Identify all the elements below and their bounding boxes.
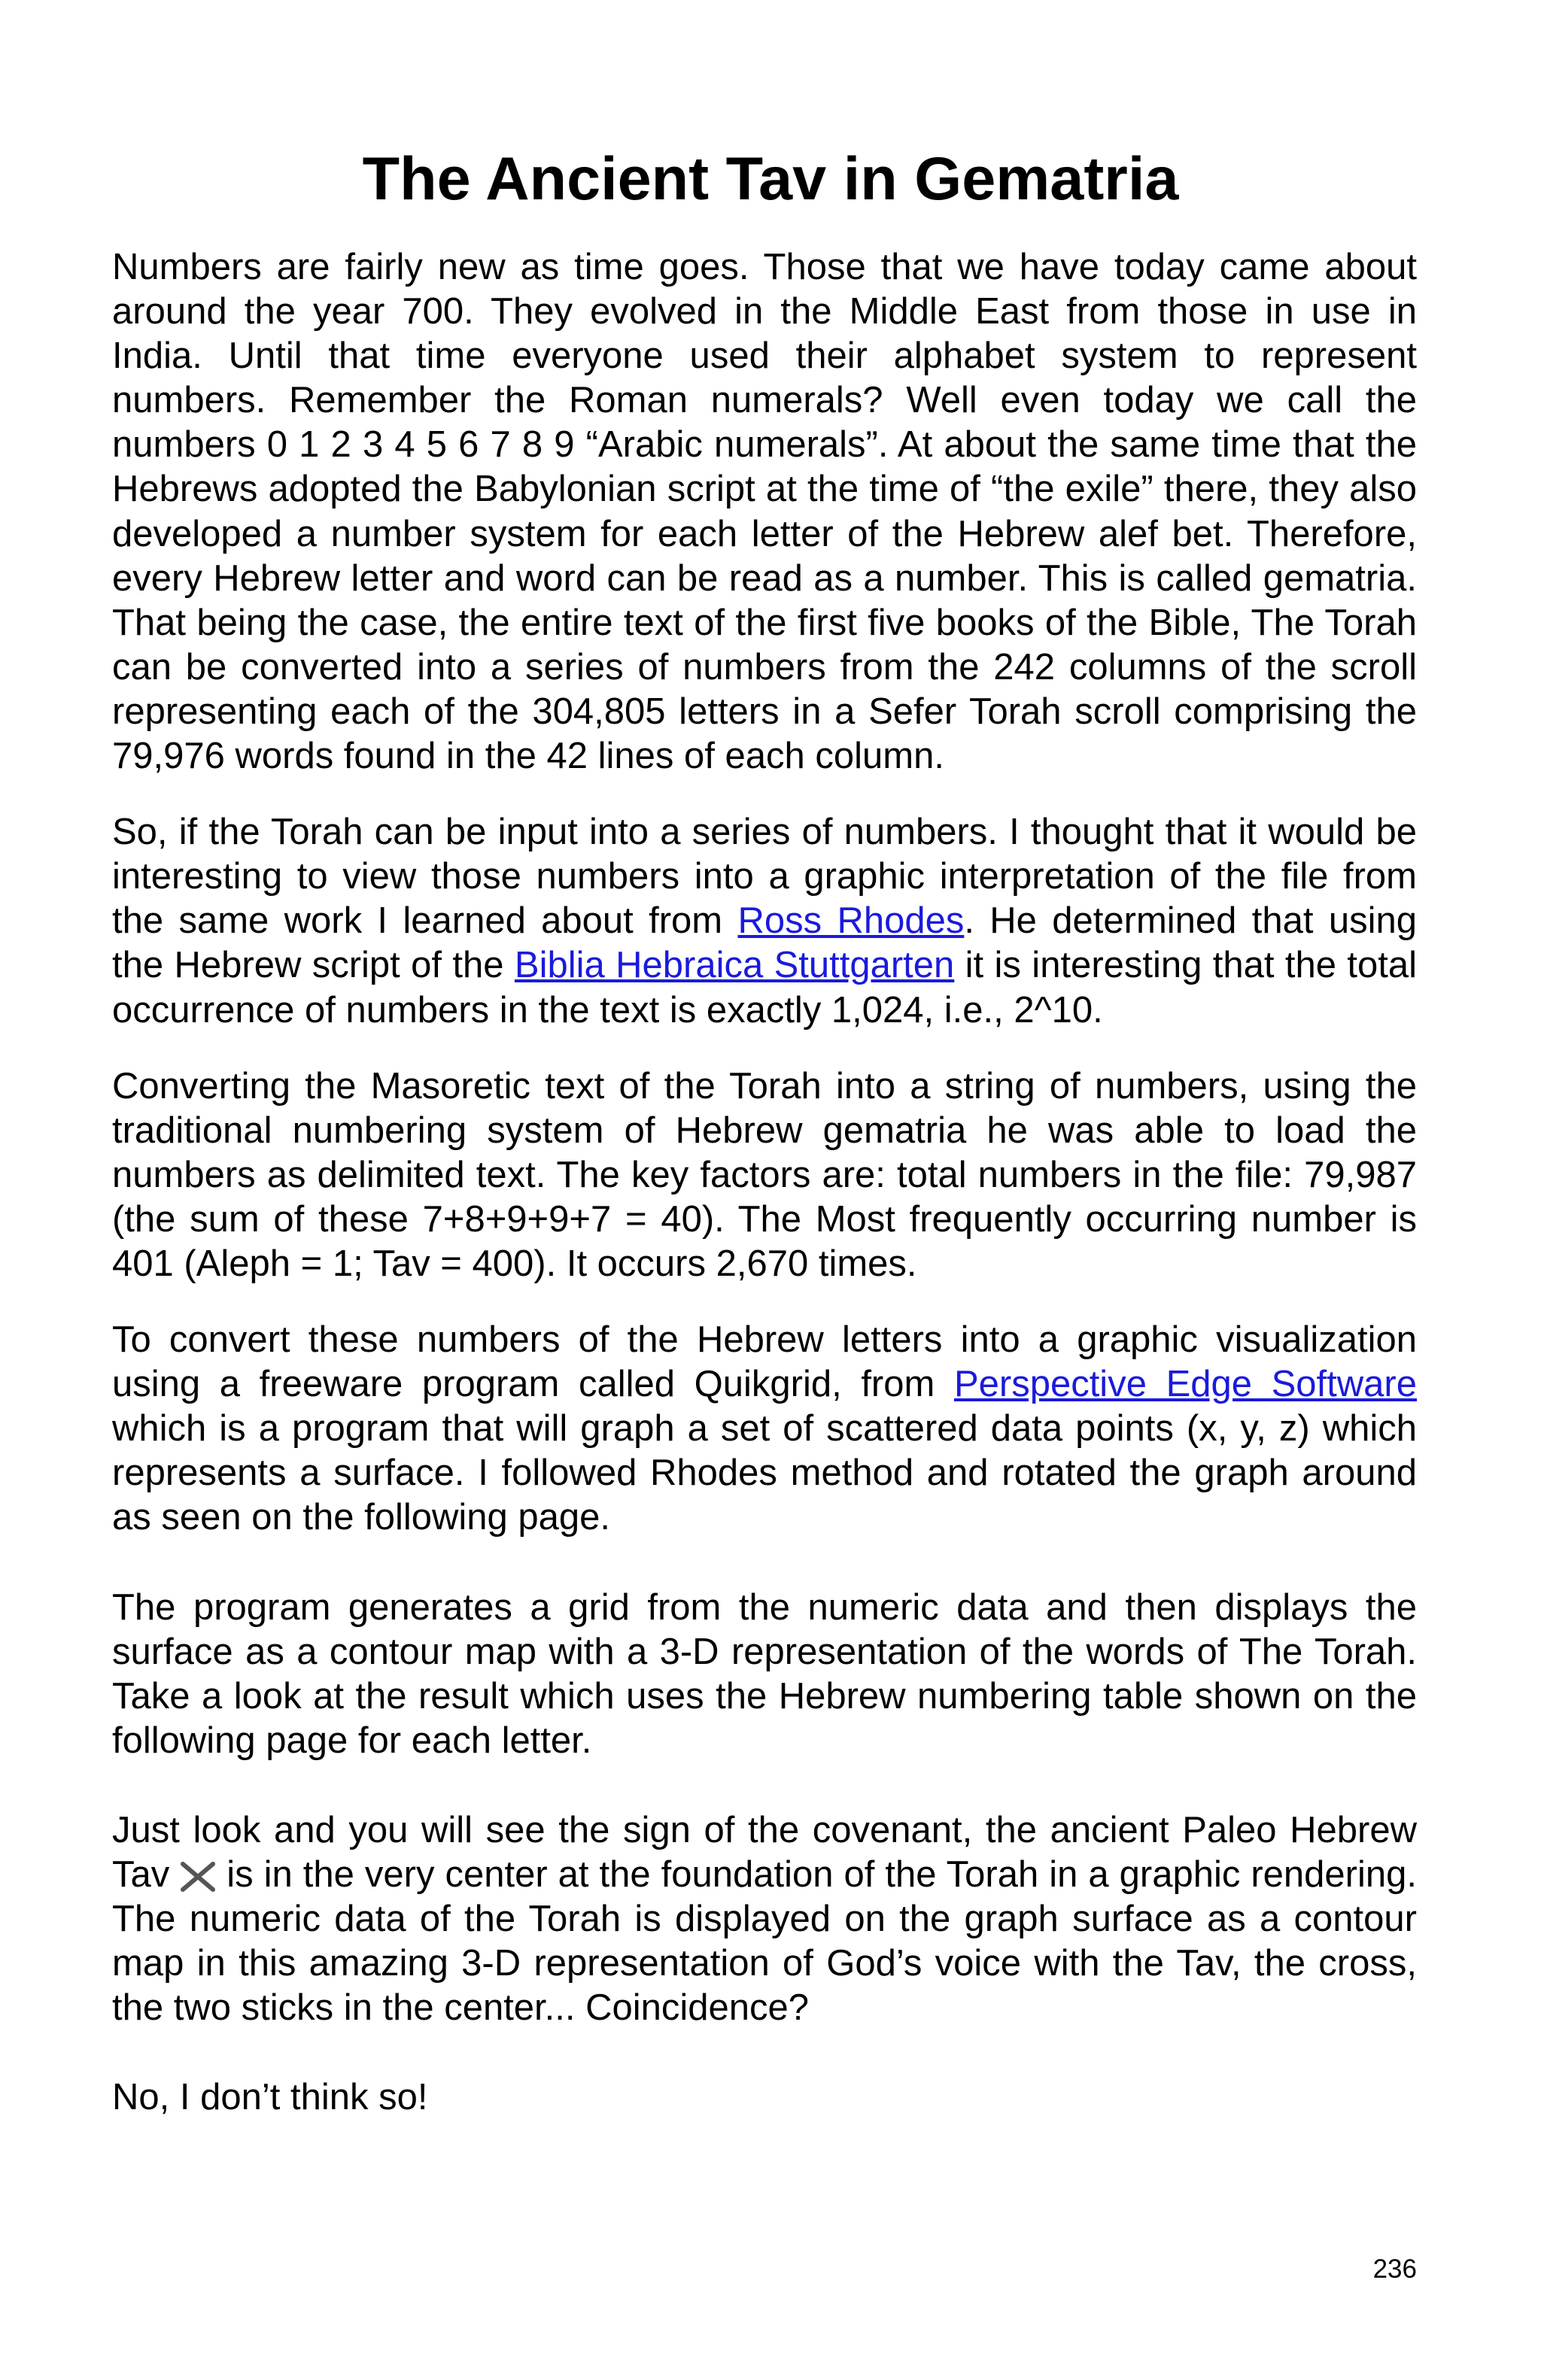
paragraph-text: which is a program that will graph a set of scattered data points (x, y, z) which represents a surface. I followed Rhodes method and rotated the graph around as seen on the following page. <box>112 1408 1417 1538</box>
paragraph-conclusion: No, I don’t think so! <box>112 2077 428 2118</box>
paragraph-text: To convert these numbers of the Hebrew letters into a graphic visualization using a freeware program called Quikgrid, from <box>112 1319 1417 1405</box>
paragraph-text: Just look and you will see the sign of the covenant, the ancient Paleo Hebrew Tav <box>112 1809 1417 1895</box>
paragraph-text: it is interesting that the total occurrence of numbers in the text is exactly 1,024, i.e., 2^10. <box>112 945 1417 1031</box>
paragraph-torah-numbers <box>112 810 1417 1032</box>
page-title: The Ancient Tav in Gematria <box>362 145 1179 213</box>
ross-rhodes-link[interactable]: Ross Rhodes <box>737 900 965 942</box>
paleo-hebrew-tav-icon <box>177 1859 219 1892</box>
article-body <box>112 245 1417 2151</box>
paragraph-text: is in the very center at the foundation of the Torah in a graphic rendering. The numeric data of the Torah is displayed on the graph surface as a contour map in this amazing 3-D representation of God’s voice with the Tav, the cross, the two sticks in the center... Coincidence? <box>112 1854 1417 2029</box>
paragraph-contour-map: The program generates a grid from the numeric data and then displays the surface as a contour map with a 3-D representation of the words of The Torah. Take a look at the result which uses the Hebrew numbering table shown on the following page for each letter. <box>112 1586 1417 1761</box>
paragraph-tav <box>112 1808 1417 2030</box>
paragraph-masoretic: Converting the Masoretic text of the Torah into a string of numbers, using the traditional numbering system of Hebrew gematria he was able to load the numbers as delimited text. The key factors are: total numbers in the file: 79,987 (the sum of these 7+8+9+9+7 = 40). The Most frequently occurring number is 401 (Aleph = 1; Tav = 400). It occurs 2,670 times. <box>112 1065 1417 1284</box>
paragraph-intro: Numbers are fairly new as time goes. Those that we have today came about around the year 700. They evolved in the Middle East from those in use in India. Until that time everyone used their alphabet system to represent numbers. Remember the Roman numerals? Well even today we call the numbers 0 1 2 3 4 5 6 7 8 9 “Arabic numerals”. At about the same time that the Hebrews adopted the Babylonian script at the time of “the exile” there, they also developed a number system for each letter of the Hebrew alef bet. Therefore, every Hebrew letter and word can be read as a number. This is called gematria. That being the case, the entire text of the first five books of the Bible, The Torah can be converted into a series of numbers from the 242 columns of the scroll representing each of the 304,805 letters in a Sefer Torah scroll comprising the 79,976 words found in the 42 lines of each column. <box>112 247 1417 777</box>
paragraph-text: So, if the Torah can be input into a series of numbers. I thought that it would be interesting to view those numbers into a graphic interpretation of the file from the same work I learned about from <box>112 812 1417 942</box>
perspective-edge-link[interactable]: Perspective Edge Software <box>953 1364 1417 1405</box>
biblia-hebraica-link[interactable]: Biblia Hebraica Stuttgarten <box>514 945 955 986</box>
paragraph-quikgrid <box>112 1318 1417 1540</box>
paragraph-text: . He determined that using the Hebrew script of the <box>112 900 1417 986</box>
page-number: 236 <box>1372 2254 1417 2284</box>
